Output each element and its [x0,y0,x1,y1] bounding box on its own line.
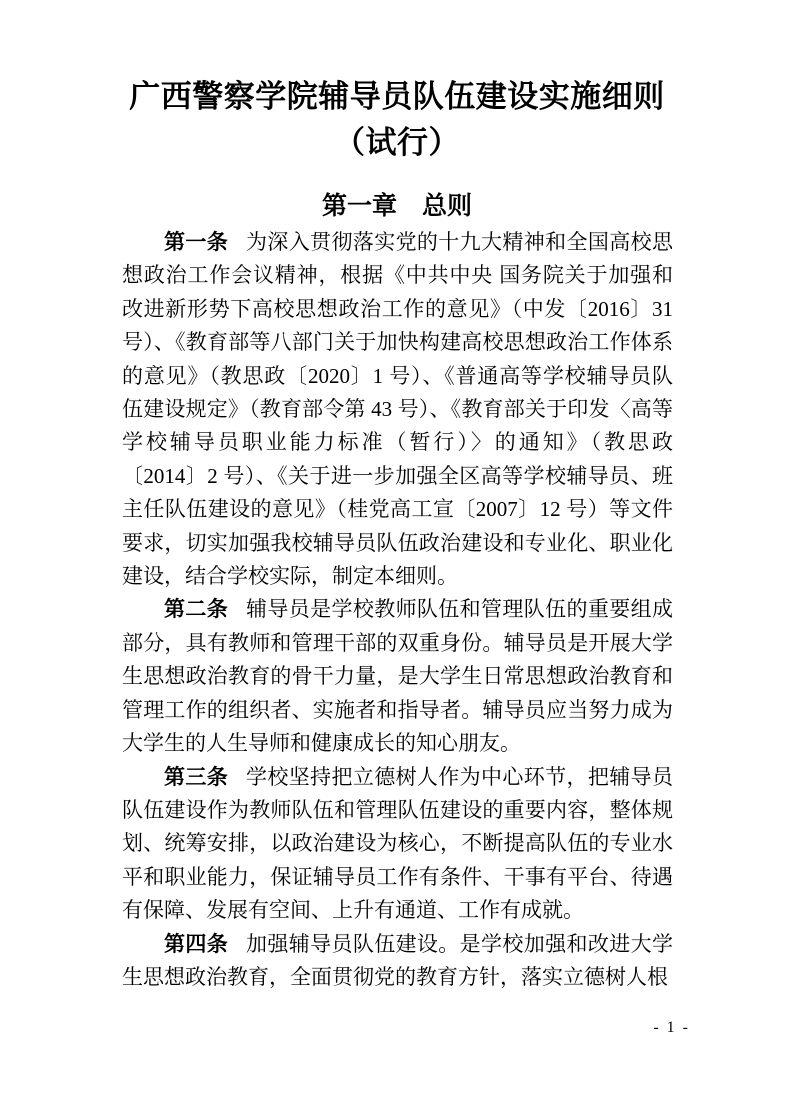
article-4-number: 第四条 [164,932,229,956]
page-number: - 1 - [653,1019,690,1036]
article-1-text: 为深入贯彻落实党的十九大精神和全国高校思想政治工作会议精神，根据《中共中央 国务院关于加强和改进新形势下高校思想政治工作的意见》（中发〔2016〕31 号）、《教育部等八部门关于加快构建高校思想政治工作体系的意见》（教思政〔2020〕1 号）、《普通高等学校辅导员队伍建设规定》（教育部令第 43 号）、《教育部关于印发〈高等学校辅导员职业能力标准（暂行）〉的通知》（教思政〔2014〕2 号）、《关于进一步加强全区高等学校辅导员、班主任队伍建设的意见》（桂党高工宣〔2007〕12 号）等文件要求，切实加强我校辅导员队伍政治建设和专业化、职业化建设，结合学校实际，制定本细则。 [122,230,674,589]
article-paragraph-1 [122,226,673,593]
document-title-line2: （试行） [334,125,460,160]
article-4-text: 加强辅导员队伍建设。是学校加强和改进大学生思想政治教育，全面贯彻党的教育方针，落实立德树人根 [122,931,674,989]
chapter-heading: 第一章 总则 [321,192,472,220]
article-2-number: 第二条 [164,598,229,622]
document-title-line1: 广西警察学院辅导员队伍建设实施细则 [129,79,665,114]
article-3-text: 学校坚持把立德树人作为中心环节，把辅导员队伍建设作为教师队伍和管理队伍建设的重要内容，整体规划、统筹安排，以政治建设为核心，不断提高队伍的专业水平和职业能力，保证辅导员工作有条件、干事有平台、待遇有保障、发展有空间、上升有通道、工作有成就。 [122,764,674,923]
article-paragraph-3 [122,761,673,928]
article-3-number: 第三条 [164,765,229,789]
article-1-number: 第一条 [164,231,229,254]
article-paragraph-2 [122,593,673,760]
article-2-text: 辅导员是学校教师队伍和管理队伍的重要组成部分，具有教师和管理干部的双重身份。辅导员是开展大学生思想政治教育的骨干力量，是大学生日常思想政治教育和管理工作的组织者、实施者和指导者。辅导员应当努力成为大学生的人生导师和健康成长的知心朋友。 [122,597,674,756]
document-body [122,226,673,994]
document-title [0,74,794,166]
article-paragraph-4 [122,928,673,995]
